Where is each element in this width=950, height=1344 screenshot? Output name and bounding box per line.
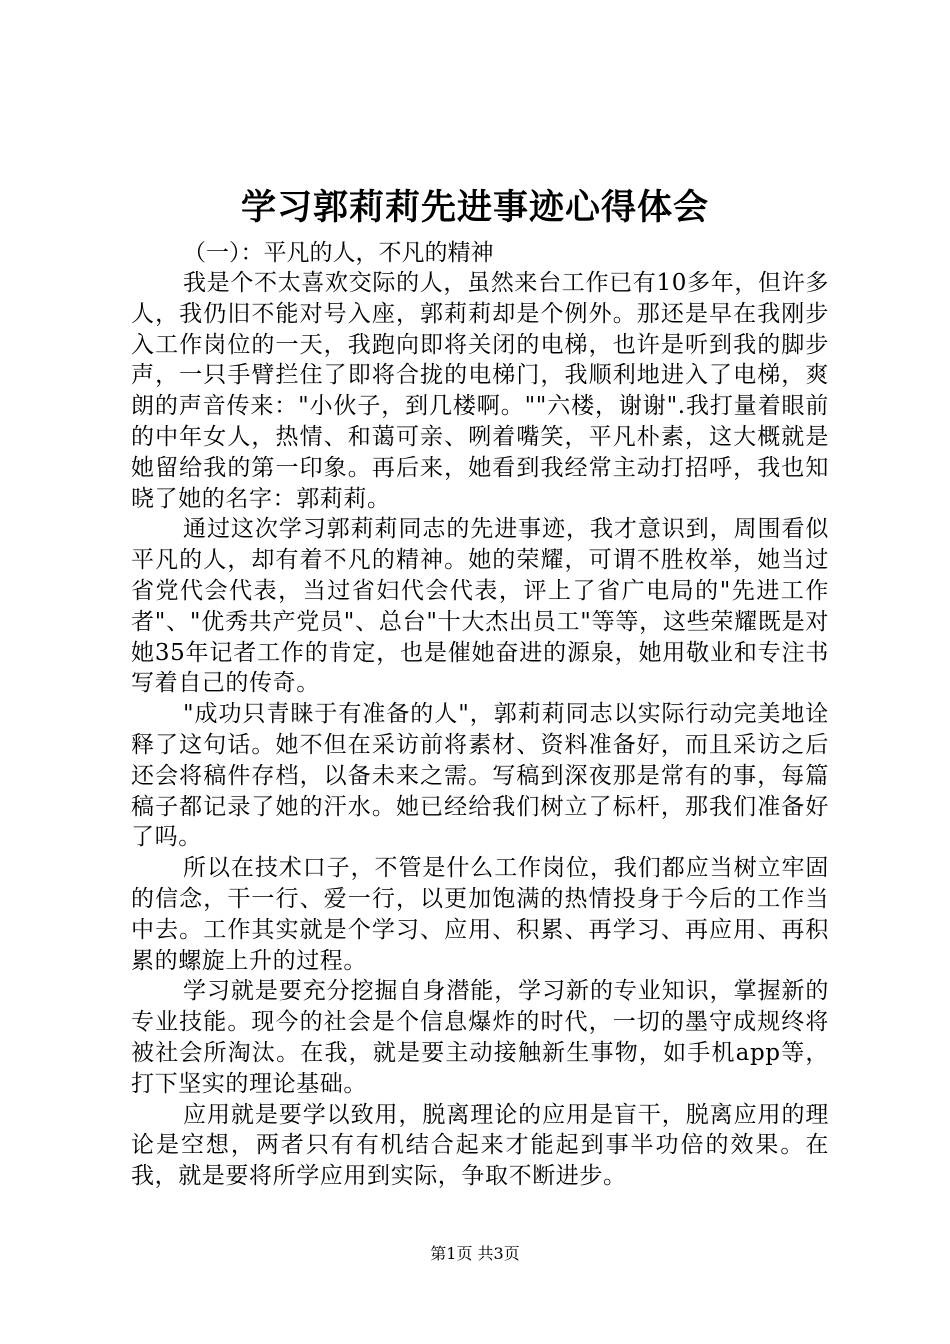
paragraph: "成功只青睐于有准备的人"，郭莉莉同志以实际行动完美地诠释了这句话。她不但在采访前将素材、资料准备好，而且采访之后还会将稿件存档，以备未来之需。写稿到深夜那是常有的事，每篇稿子都记录了她的汗水。她已经给我们树立了标杆，那我们准备好了吗。 <box>131 701 829 851</box>
paragraph: 应用就是要学以致用，脱离理论的应用是盲干，脱离应用的理论是空想，两者只有有机结合起来才能起到事半功倍的效果。在我，就是要将所学应用到实际，争取不断进步。 <box>131 1101 829 1190</box>
document-body <box>131 268 829 1192</box>
paragraph: 学习就是要充分挖掘自身潜能，学习新的专业知识，掌握新的专业技能。现今的社会是个信息爆炸的时代，一切的墨守成规终将被社会所淘汰。在我，就是要主动接触新生事物，如手机app等，打下坚实的理论基础。 <box>131 978 829 1097</box>
page-footer: 第1页 共3页 <box>430 1244 520 1263</box>
paragraph: 通过这次学习郭莉莉同志的先进事迹，我才意识到，周围看似平凡的人，却有着不凡的精神。她的荣耀，可谓不胜枚举，她当过省党代会代表，当过省妇代会代表，评上了省广电局的"先进工作者"、"优秀共产党员"、总台"十大杰出员工"等等，这些荣耀既是对她35年记者工作的肯定，也是催她奋进的源泉，她用敬业和专注书写着自己的传奇。 <box>131 516 829 697</box>
document-subtitle: （一）：平凡的人，不凡的精神 <box>183 240 494 266</box>
paragraph: 我是个不太喜欢交际的人，虽然来台工作已有10多年，但许多人，我仍旧不能对号入座，郭莉莉却是个例外。那还是早在我刚步入工作岗位的一天，我跑向即将关闭的电梯，也许是听到我的脚步声，一只手臂拦住了即将合拢的电梯门，我顺利地进入了电梯，爽朗的声音传来："小伙子，到几楼啊。""六楼，谢谢".我打量着眼前的中年女人，热情、和蔼可亲、咧着嘴笑，平凡朴素，这大概就是她留给我的第一印象。再后来，她看到我经常主动打招呼，我也知晓了她的名字：郭莉莉。 <box>131 270 829 512</box>
document-title: 学习郭莉莉先进事迹心得体会 <box>240 188 709 228</box>
paragraph: 所以在技术口子，不管是什么工作岗位，我们都应当树立牢固的信念，干一行、爱一行，以更加饱满的热情投身于今后的工作当中去。工作其实就是个学习、应用、积累、再学习、再应用、再积累的螺旋上升的过程。 <box>131 855 829 974</box>
